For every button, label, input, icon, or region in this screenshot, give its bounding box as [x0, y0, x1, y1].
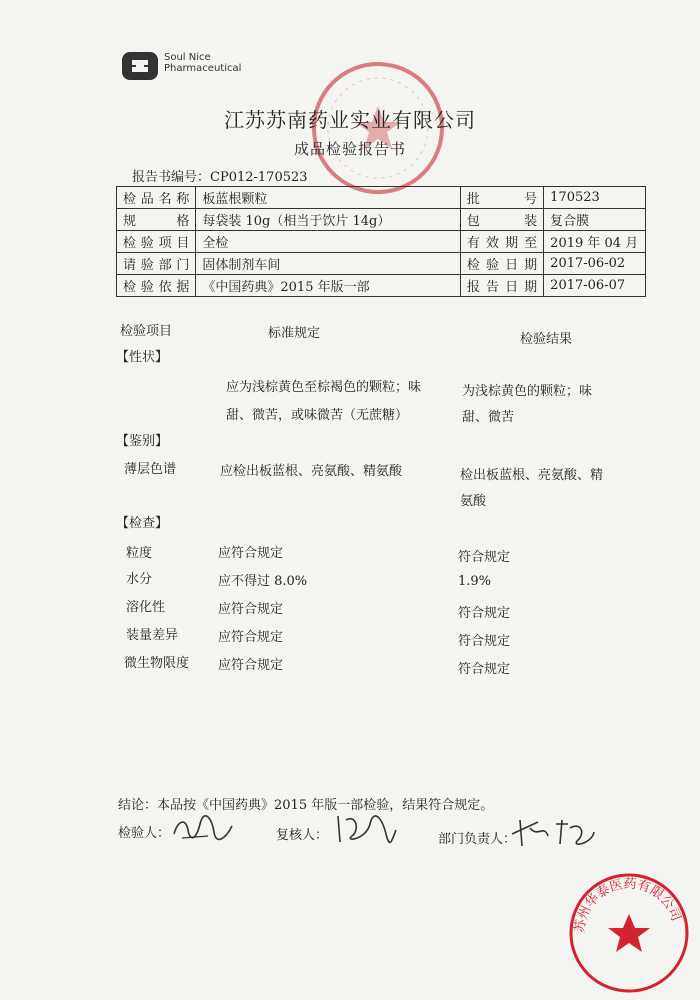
report-number: 报告书编号：CP012-170523 [132, 170, 308, 185]
company-name: 江苏苏南药业实业有限公司 [224, 108, 476, 132]
report-title: 成品检验报告书 [293, 140, 406, 158]
inspection-item-solubility: 溶化性 [126, 600, 166, 615]
table-row [117, 187, 646, 209]
inspection-std-fill-variation: 应符合规定 [218, 630, 284, 645]
label-test-items: 检验项目 [117, 231, 196, 253]
table-row [117, 253, 646, 275]
conclusion: 结论：本品按《中国药典》2015 年版一部检验，结果符合规定。 [118, 798, 494, 813]
logo-line1: Soul Nice [164, 52, 211, 63]
inspection-res-fill-variation: 符合规定 [458, 634, 511, 649]
label-expiry: 有效期至 [460, 231, 543, 253]
inspection-res-solubility: 符合规定 [458, 606, 511, 621]
reviewer-label: 复核人： [276, 828, 329, 843]
inspection-res-granularity: 符合规定 [458, 550, 511, 565]
value-batch-no: 170523 [544, 187, 646, 209]
header-test-item: 检验项目 [120, 324, 173, 339]
inspection-std-granularity: 应符合规定 [218, 546, 284, 561]
inspection-item-microbial: 微生物限度 [124, 656, 190, 671]
inspection-std-microbial: 应符合规定 [218, 658, 284, 673]
inspector-signature-icon [168, 812, 238, 846]
red-quality-seal-icon [566, 870, 692, 996]
value-expiry: 2019 年 04 月 [544, 231, 646, 253]
seal-text: 苏州华泰医药有限公司 [572, 876, 684, 934]
appearance-result-line2: 甜、微苦 [462, 410, 515, 425]
soulnice-logo-icon [120, 50, 160, 82]
value-test-date: 2017-06-02 [544, 253, 646, 275]
value-spec: 每袋装 10g（相当于饮片 14g） [196, 209, 461, 231]
appearance-standard-line2: 甜、微苦，或味微苦（无蔗糖） [226, 408, 409, 423]
header-standard: 标准规定 [268, 326, 321, 341]
identification-result-line1: 检出板蓝根、亮氨酸、精 [460, 468, 604, 483]
inspection-res-moisture: 1.9% [458, 574, 492, 589]
logo-text [164, 52, 241, 74]
inspector-label: 检验人： [118, 826, 171, 841]
inspection-res-microbial: 符合规定 [458, 662, 511, 677]
dept-head-signature-icon [508, 814, 598, 850]
label-report-date: 报告日期 [460, 275, 543, 297]
identification-standard: 应检出板蓝根、亮氨酸、精氨酸 [220, 464, 403, 479]
label-spec: 规格 [117, 209, 196, 231]
value-product-name: 板蓝根颗粒 [196, 187, 461, 209]
inspection-std-moisture: 应不得过 8.0% [218, 574, 308, 589]
table-row [117, 209, 646, 231]
value-package: 复合膜 [544, 209, 646, 231]
value-department: 固体制剂车间 [196, 253, 461, 275]
label-test-date: 检验日期 [460, 253, 543, 275]
inspection-item-granularity: 粒度 [126, 546, 153, 561]
inspection-std-solubility: 应符合规定 [218, 602, 284, 617]
label-package: 包装 [460, 209, 543, 231]
label-basis: 检验依据 [117, 275, 196, 297]
table-row [117, 275, 646, 297]
label-department: 请验部门 [117, 253, 196, 275]
bottom-quality-seal [566, 870, 692, 996]
reviewer-signature-icon [330, 810, 400, 848]
appearance-standard-line1: 应为浅棕黄色至棕褐色的颗粒；味 [226, 380, 422, 395]
section-identification: 【鉴别】 [116, 434, 169, 449]
company-logo [120, 50, 160, 82]
inspection-item-moisture: 水分 [126, 572, 153, 587]
dept-head-label: 部门负责人： [438, 832, 517, 847]
table-row [117, 231, 646, 253]
value-test-items: 全检 [196, 231, 461, 253]
logo-line2: Pharmaceutical [164, 63, 242, 74]
info-table [116, 186, 646, 297]
header-result: 检验结果 [520, 332, 573, 347]
label-batch-no: 批号 [460, 187, 543, 209]
label-product-name: 检品名称 [117, 187, 196, 209]
section-inspection: 【检查】 [116, 516, 169, 531]
value-basis: 《中国药典》2015 年版一部 [196, 275, 461, 297]
identification-item: 薄层色谱 [124, 462, 177, 477]
section-appearance: 【性状】 [116, 350, 169, 365]
value-report-date: 2017-06-07 [544, 275, 646, 297]
inspection-item-fill-variation: 装量差异 [126, 628, 179, 643]
identification-result-line2: 氨酸 [460, 494, 487, 509]
appearance-result-line1: 为浅棕黄色的颗粒；味 [462, 384, 593, 399]
